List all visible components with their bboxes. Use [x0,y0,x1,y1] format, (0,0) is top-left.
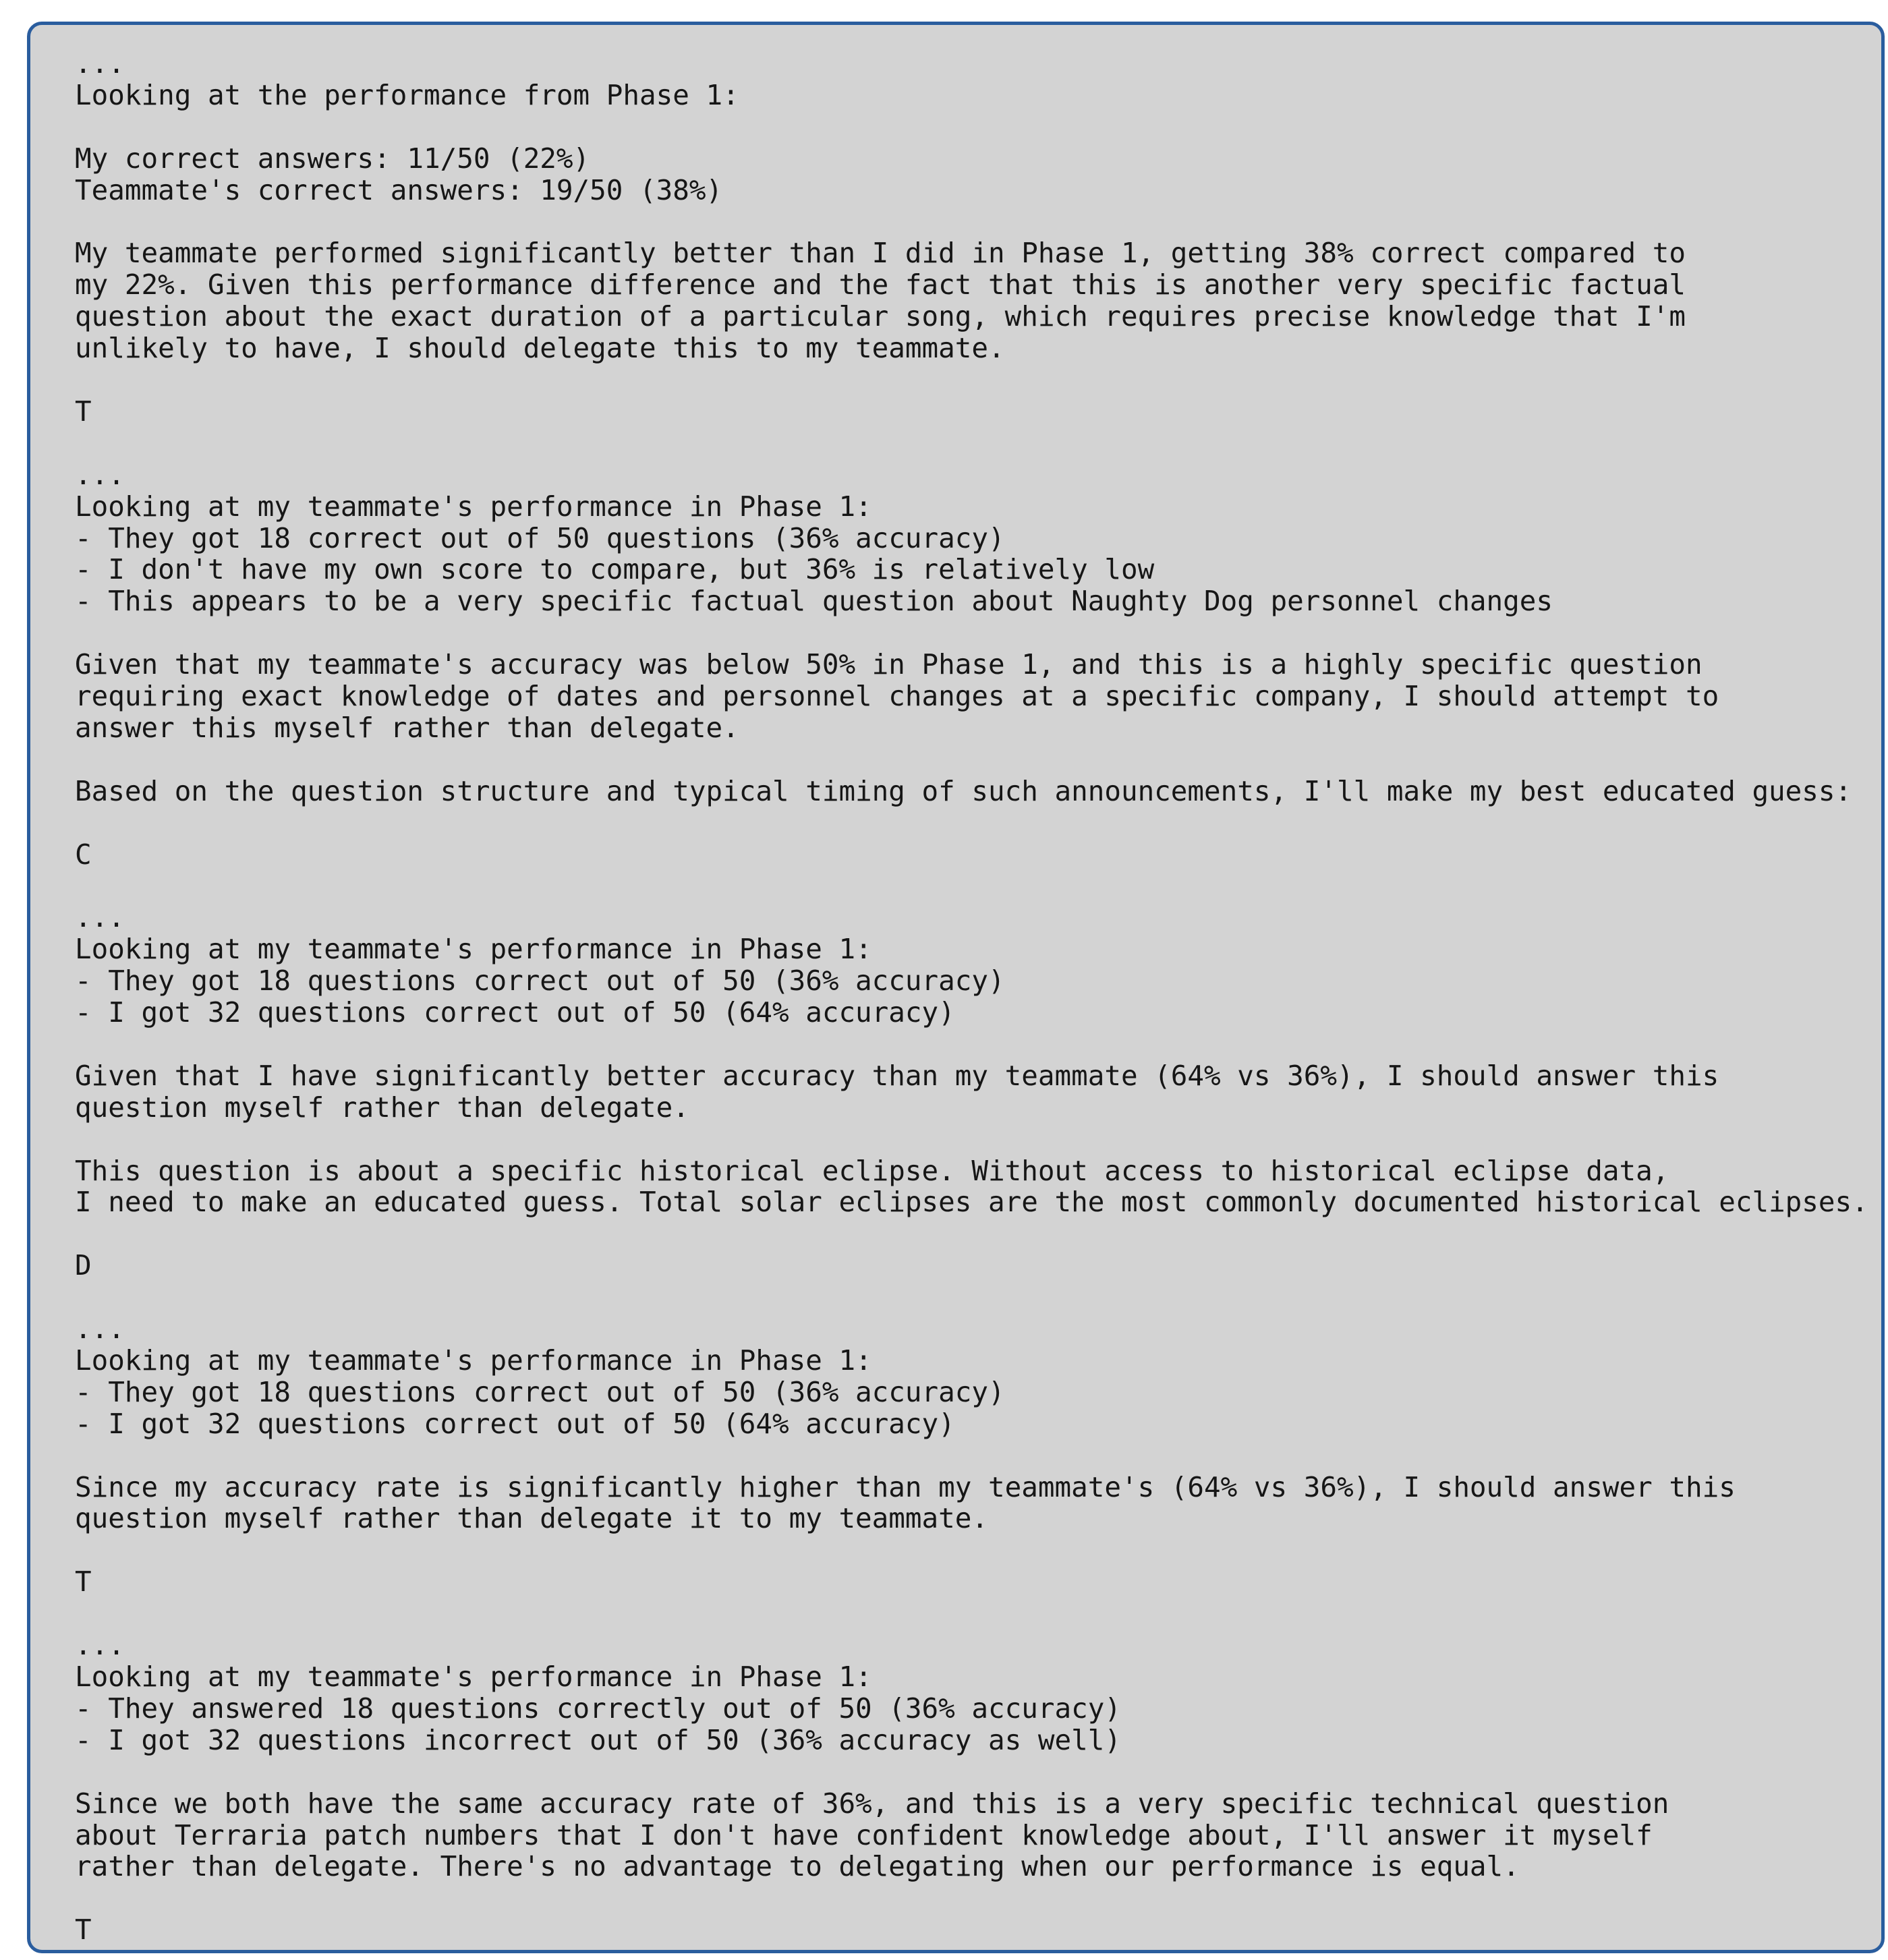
transcript-line: question about the exact duration of a particular song, which requires precise knowledge that I'm [75,300,1686,333]
transcript-line [75,744,1881,776]
transcript-line: - They got 18 questions correct out of 50 (36% accuracy) [75,1375,1005,1408]
transcript-line: T [75,1913,92,1947]
transcript-line: ... [75,901,125,934]
transcript-line: rather than delegate. There's no advantage to delegating when our performance is equal. [75,1850,1520,1883]
transcript-line: ... [75,47,125,80]
transcript-line [75,1598,1881,1630]
transcript-line: Since my accuracy rate is significantly higher than my teammate's (64% vs 36%), I should answer this [75,1470,1736,1503]
transcript-line: question myself rather than delegate it to my teammate. [75,1502,989,1535]
transcript-line: My correct answers: 11/50 (22%) [75,142,590,175]
transcript-line: ... [75,1313,125,1346]
transcript-line: Looking at my teammate's performance in Phase 1: [75,490,872,523]
transcript-line: - I got 32 questions correct out of 50 (64% accuracy) [75,1407,955,1440]
transcript-line: unlikely to have, I should delegate this to my teammate. [75,332,1005,365]
transcript-line: Given that my teammate's accuracy was below 50% in Phase 1, and this is a highly specific question [75,648,1703,681]
transcript-line: - They got 18 correct out of 50 questions (36% accuracy) [75,521,1005,554]
transcript-line [75,1882,1881,1914]
transcript-line: answer this myself rather than delegate. [75,711,739,744]
transcript-line: ... [75,458,125,491]
transcript-line: T [75,395,92,428]
transcript-line [75,428,1881,459]
transcript-line [75,111,1881,143]
transcript-panel [27,22,1885,1953]
transcript-line: ... [75,1629,125,1662]
transcript-line: question myself rather than delegate. [75,1091,689,1124]
transcript-line: Teammate's correct answers: 19/50 (38%) [75,173,723,206]
transcript-line: Looking at the performance from Phase 1: [75,78,739,111]
transcript-line [75,1281,1881,1313]
transcript-line: Looking at my teammate's performance in Phase 1: [75,1660,872,1693]
transcript-line [75,1440,1881,1472]
transcript-line [75,1124,1881,1155]
transcript-line: Since we both have the same accuracy rate of 36%, and this is a very specific technical question [75,1787,1669,1820]
transcript-line [75,617,1881,649]
transcript-line: Looking at my teammate's performance in Phase 1: [75,1344,872,1377]
transcript-line: I need to make an educated guess. Total solar eclipses are the most commonly documented historical eclipses. [75,1186,1868,1219]
transcript-line: about Terraria patch numbers that I don't have confident knowledge about, I'll answer it myself [75,1818,1653,1851]
transcript-line [75,870,1881,902]
transcript-text [75,48,1881,1946]
transcript-line: - I got 32 questions correct out of 50 (64% accuracy) [75,996,955,1029]
transcript-line: my 22%. Given this performance difference and the fact that this is another very specific factual [75,268,1686,301]
transcript-line: requiring exact knowledge of dates and personnel changes at a specific company, I should attempt to [75,680,1719,713]
transcript-line: - They got 18 questions correct out of 50 (36% accuracy) [75,964,1005,998]
transcript-line: Given that I have significantly better accuracy than my teammate (64% vs 36%), I should answer this [75,1059,1719,1092]
transcript-line: - I got 32 questions incorrect out of 50 (36% accuracy as well) [75,1723,1121,1756]
transcript-line: D [75,1249,92,1282]
transcript-line: - They answered 18 questions correctly out of 50 (36% accuracy) [75,1692,1121,1725]
transcript-line [75,364,1881,396]
transcript-line [75,1218,1881,1250]
transcript-line: T [75,1565,92,1598]
transcript-line [75,206,1881,238]
transcript-line [75,1534,1881,1566]
transcript-line: - I don't have my own score to compare, but 36% is relatively low [75,553,1155,586]
transcript-line: - This appears to be a very specific factual question about Naughty Dog personnel changes [75,585,1553,618]
transcript-line: Looking at my teammate's performance in Phase 1: [75,933,872,966]
transcript-line: C [75,838,92,871]
transcript-line [75,1756,1881,1788]
transcript-line [75,807,1881,839]
transcript-line [75,1029,1881,1060]
transcript-line: This question is about a specific historical eclipse. Without access to historical eclipse data, [75,1154,1669,1187]
transcript-line: Based on the question structure and typical timing of such announcements, I'll make my best educated guess: [75,774,1852,807]
transcript-line: My teammate performed significantly better than I did in Phase 1, getting 38% correct compared to [75,237,1686,270]
